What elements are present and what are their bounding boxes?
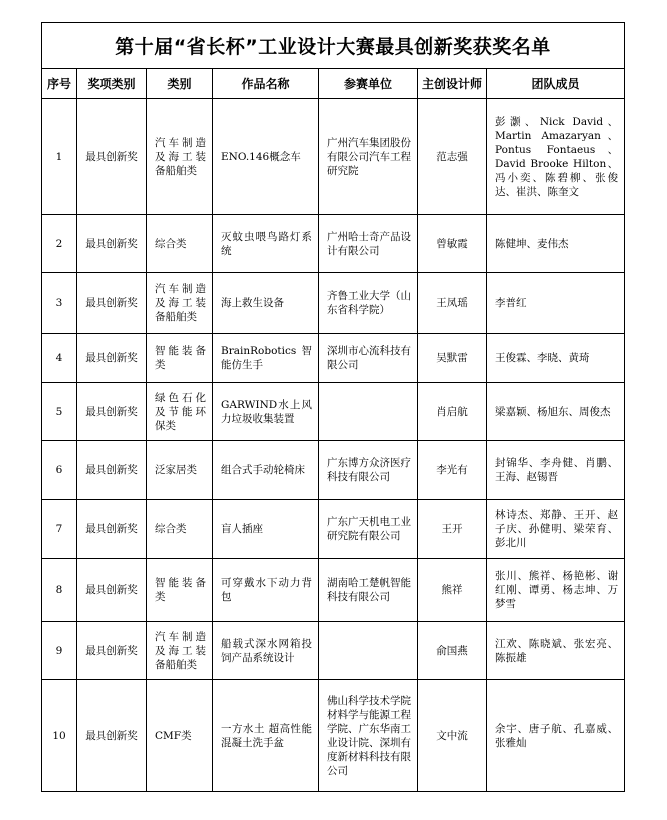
table-row [42,215,625,273]
table-row [42,334,625,383]
cell-no: 5 [42,383,77,441]
cell-unit: 广东广天机电工业研究院有限公司 [319,500,418,559]
column-header-work: 作品名称 [213,69,319,99]
cell-award: 最具创新奖 [77,99,147,215]
column-header-category: 类别 [147,69,213,99]
column-header-unit: 参赛单位 [319,69,418,99]
table-row [42,273,625,334]
cell-category: 汽车制造及海工装备船舶类 [147,273,213,334]
cell-unit: 广东博方众济医疗科技有限公司 [319,441,418,500]
cell-team: 张川、熊祥、杨艳彬、谢红刚、谭勇、杨志坤、万梦雪 [487,559,625,622]
column-header-award: 奖项类别 [77,69,147,99]
cell-team: 王俊霖、李晓、黄琦 [487,334,625,383]
cell-work: 可穿戴水下动力背包 [213,559,319,622]
cell-no: 9 [42,622,77,680]
cell-no: 3 [42,273,77,334]
cell-category: 汽车制造及海工装备船舶类 [147,622,213,680]
cell-designer: 范志强 [418,99,487,215]
table-row [42,680,625,792]
cell-designer: 熊祥 [418,559,487,622]
document-title: 第十届“省长杯”工业设计大赛最具创新奖获奖名单 [42,23,625,69]
cell-no: 8 [42,559,77,622]
cell-no: 1 [42,99,77,215]
cell-unit: 广州汽车集团股份有限公司汽车工程研究院 [319,99,418,215]
cell-work: GARWIND水上风力垃圾收集装置 [213,383,319,441]
cell-designer: 俞国燕 [418,622,487,680]
cell-award: 最具创新奖 [77,622,147,680]
cell-work: BrainRobotics智能仿生手 [213,334,319,383]
cell-designer: 文中流 [418,680,487,792]
cell-award: 最具创新奖 [77,680,147,792]
cell-work: 盲人插座 [213,500,319,559]
cell-category: 智能装备类 [147,334,213,383]
cell-designer: 李光有 [418,441,487,500]
cell-team: 李普红 [487,273,625,334]
cell-no: 6 [42,441,77,500]
column-header-no: 序号 [42,69,77,99]
cell-team: 彭灏、Nick David、Martin Amazaryan、Pontus Fontaeus、David Brooke Hilton、冯小奕、陈碧柳、张俊达、崔洪、陈奎文 [487,99,625,215]
cell-team: 陈健坤、麦伟杰 [487,215,625,273]
cell-unit: 齐鲁工业大学（山东省科学院） [319,273,418,334]
cell-unit: 湖南哈工楚帆智能科技有限公司 [319,559,418,622]
cell-designer: 吴默雷 [418,334,487,383]
table-header-row [42,69,625,99]
cell-work: 船载式深水网箱投饲产品系统设计 [213,622,319,680]
cell-category: CMF类 [147,680,213,792]
cell-no: 4 [42,334,77,383]
cell-work: 海上救生设备 [213,273,319,334]
cell-award: 最具创新奖 [77,334,147,383]
cell-unit [319,383,418,441]
cell-award: 最具创新奖 [77,273,147,334]
cell-award: 最具创新奖 [77,559,147,622]
cell-no: 10 [42,680,77,792]
cell-team: 林诗杰、郑静、王开、赵子庆、孙健明、梁荣育、彭北川 [487,500,625,559]
cell-designer: 曾敏霞 [418,215,487,273]
cell-team: 江欢、陈晓斌、张宏亮、陈振雄 [487,622,625,680]
cell-work: 组合式手动轮椅床 [213,441,319,500]
table-row [42,441,625,500]
cell-category: 绿色石化及节能环保类 [147,383,213,441]
column-header-team: 团队成员 [487,69,625,99]
cell-category: 综合类 [147,500,213,559]
cell-unit [319,622,418,680]
cell-unit: 深圳市心流科技有限公司 [319,334,418,383]
cell-category: 泛家居类 [147,441,213,500]
cell-designer: 王凤瑶 [418,273,487,334]
cell-award: 最具创新奖 [77,441,147,500]
cell-team: 封锦华、李舟健、肖鹏、王海、赵锡晋 [487,441,625,500]
cell-category: 综合类 [147,215,213,273]
table-row [42,383,625,441]
cell-award: 最具创新奖 [77,383,147,441]
table-body [42,99,625,792]
cell-unit: 佛山科学技术学院材料学与能源工程学院、广东华南工业设计院、深圳有度新材料科技有限公司 [319,680,418,792]
award-list-sheet [41,22,624,792]
cell-designer: 肖启航 [418,383,487,441]
cell-no: 2 [42,215,77,273]
cell-award: 最具创新奖 [77,500,147,559]
table-row [42,500,625,559]
cell-category: 智能装备类 [147,559,213,622]
award-table [41,22,625,792]
cell-designer: 王开 [418,500,487,559]
cell-work: 一方水土 超高性能混凝土洗手盆 [213,680,319,792]
cell-team: 梁嘉颖、杨旭东、周俊杰 [487,383,625,441]
cell-work: ENO.146概念车 [213,99,319,215]
cell-team: 余宇、唐子航、孔嘉威、张雅灿 [487,680,625,792]
table-row [42,559,625,622]
cell-unit: 广州哈士奇产品设计有限公司 [319,215,418,273]
table-row [42,99,625,215]
column-header-designer: 主创设计师 [418,69,487,99]
cell-no: 7 [42,500,77,559]
cell-category: 汽车制造及海工装备船舶类 [147,99,213,215]
cell-work: 灭蚊虫喂鸟路灯系统 [213,215,319,273]
cell-award: 最具创新奖 [77,215,147,273]
table-row [42,622,625,680]
